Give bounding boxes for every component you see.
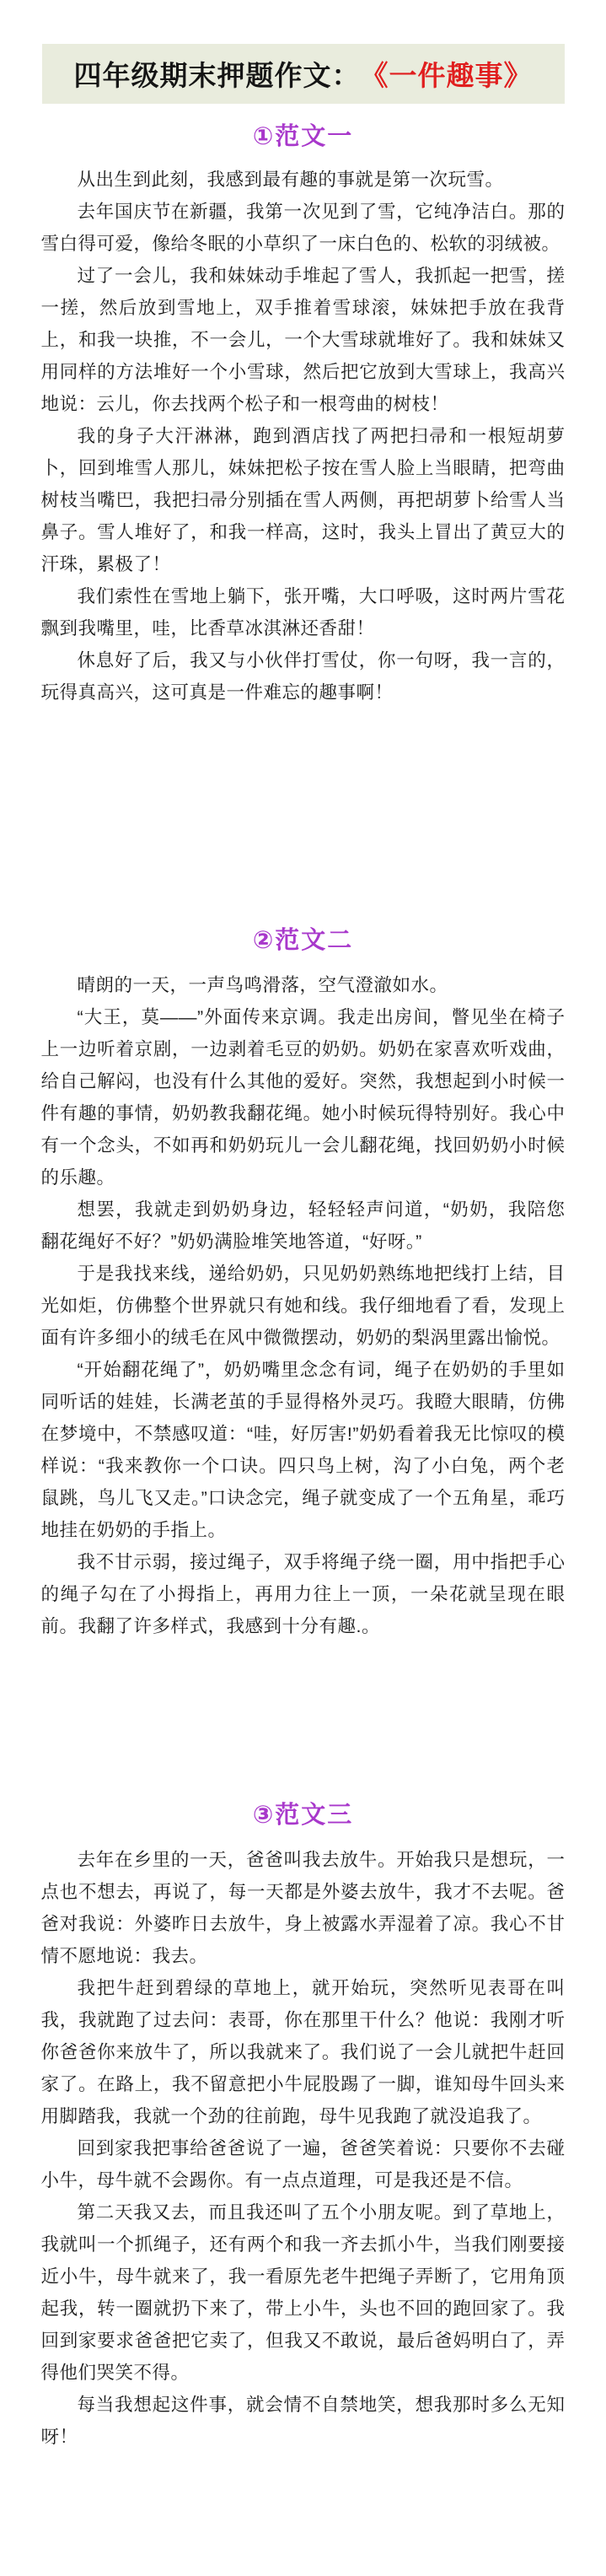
section-body-1 bbox=[41, 164, 566, 709]
paragraph: 过了一会儿，我和妹妹动手堆起了雪人，我抓起一把雪，搓一搓，然后放到雪地上，双手推着雪球滚，妹妹把手放在我背上，和我一块推，不一会儿，一个大雪球就堆好了。我和妹妹又用同样的方法堆好一个小雪球，然后把它放到大雪球上，我高兴地说：云儿，你去找两个松子和一根弯曲的树枝！ bbox=[40, 266, 566, 414]
paragraph: 去年国庆节在新疆，我第一次见到了雪，它纯净洁白。那的雪白得可爱，像给冬眠的小草织了一床白色的、松软的羽绒被。 bbox=[40, 202, 566, 254]
paragraph: “大王，莫——”外面传来京调。我走出房间，瞥见坐在椅子上一边听着京剧，一边剥着毛豆的奶奶。奶奶在家喜欢听戏曲，给自己解闷，也没有什么其他的爱好。突然，我想起到小时候一件有趣的事情，奶奶教我翻花绳。她小时候玩得特别好。我心中有一个念头，不如再和奶奶玩儿一会儿翻花绳，找回奶奶小时候的乐趣。 bbox=[40, 1007, 566, 1188]
section-header-1: ①范文一 bbox=[252, 123, 354, 150]
title-bar bbox=[42, 44, 565, 104]
section-header-2: ②范文二 bbox=[252, 927, 354, 954]
paragraph: 第二天我又去，而且我还叫了五个小朋友呢。到了草地上，我就叫一个抓绳子，还有两个和我一齐去抓小牛，当我们刚要接近小牛，母牛就来了，我一看原先老牛把绳子弄断了，它用角顶起我，转一圈就扔下来了，带上小牛，头也不回的跑回家了。我回到家要求爸爸把它卖了，但我又不敢说，最后爸妈明白了，弄得他们哭笑不得。 bbox=[40, 2202, 566, 2383]
paragraph: 回到家我把事给爸爸说了一遍，爸爸笑着说：只要你不去碰小牛，母牛就不会踢你。有一点点道理，可是我还是不信。 bbox=[40, 2138, 566, 2191]
paragraph: 从出生到此刻，我感到最有趣的事就是第一次玩雪。 bbox=[77, 170, 504, 190]
paragraph: 晴朗的一天，一声鸟鸣滑落，空气澄澈如水。 bbox=[77, 975, 448, 995]
paragraph: 休息好了后，我又与小伙伴打雪仗，你一句呀，我一言的，玩得真高兴，这可真是一件难忘的趣事啊！ bbox=[40, 650, 566, 703]
paragraph: 每当我想起这件事，就会情不自禁地笑，想我那时多么无知呀！ bbox=[40, 2395, 566, 2447]
paragraph: 于是我找来线，递给奶奶，只见奶奶熟练地把线打上结，目光如炬，仿佛整个世界就只有她和线。我仔细地看了看，发现上面有许多细小的绒毛在风中微微摆动，奶奶的梨涡里露出愉悦。 bbox=[40, 1264, 566, 1348]
paragraph: 我不甘示弱，接过绳子，双手将绳子绕一圈，用中指把手心的绳子勾在了小拇指上，再用力往上一顶，一朵花就呈现在眼前。我翻了许多样式，我感到十分有趣.。 bbox=[40, 1552, 566, 1636]
section-body-3 bbox=[41, 1844, 566, 2453]
section-body-2 bbox=[41, 969, 566, 1642]
paragraph: 我的身子大汗淋淋，跑到酒店找了两把扫帚和一根短胡萝卜，回到堆雪人那儿，妹妹把松子按在雪人脸上当眼睛，把弯曲树枝当嘴巴，我把扫帚分别插在雪人两侧，再把胡萝卜给雪人当鼻子。雪人堆好了，和我一样高，这时，我头上冒出了黄豆大的汗珠，累极了！ bbox=[40, 426, 566, 574]
section-header-3: ③范文三 bbox=[252, 1802, 354, 1829]
paragraph: 我把牛赶到碧绿的草地上，就开始玩，突然听见表哥在叫我，我就跑了过去问：表哥，你在那里干什么？他说：我刚才听你爸爸你来放牛了，所以我就来了。我们说了一会儿就把牛赶回家了。在路上，我不留意把小牛屁股踢了一脚，谁知母牛回头来用脚踏我，我就一个劲的往前跑，母牛见我跑了就没追我了。 bbox=[40, 1978, 566, 2126]
paragraph: “开始翻花绳了”，奶奶嘴里念念有词，绳子在奶奶的手里如同听话的娃娃，长满老茧的手显得格外灵巧。我瞪大眼睛，仿佛在梦境中，不禁感叹道：“哇，好厉害!”奶奶看着我无比惊叹的模样说：“我来教你一个口诀。四只鸟上树，沟了小白兔，两个老鼠跳，鸟儿飞又走。”口诀念完，绳子就变成了一个五角星，乖巧地挂在奶奶的手指上。 bbox=[40, 1360, 566, 1540]
page-title: 四年级期末押题作文： bbox=[73, 60, 361, 91]
page-title-essay-name: 《一件趣事》 bbox=[360, 60, 533, 91]
paragraph: 想罢，我就走到奶奶身边，轻轻轻声问道，“奶奶，我陪您翻花绳好不好？”奶奶满脸堆笑地答道，“好呀。” bbox=[40, 1199, 566, 1252]
paragraph: 我们索性在雪地上躺下，张开嘴，大口呼吸，这时两片雪花飘到我嘴里，哇，比香草冰淇淋还香甜！ bbox=[40, 586, 566, 639]
paragraph: 去年在乡里的一天，爸爸叫我去放牛。开始我只是想玩，一点也不想去，再说了，每一天都是外婆去放牛，我才不去呢。爸爸对我说：外婆昨日去放牛，身上被露水弄湿着了凉。我心不甘情不愿地说：我去。 bbox=[40, 1850, 566, 1966]
